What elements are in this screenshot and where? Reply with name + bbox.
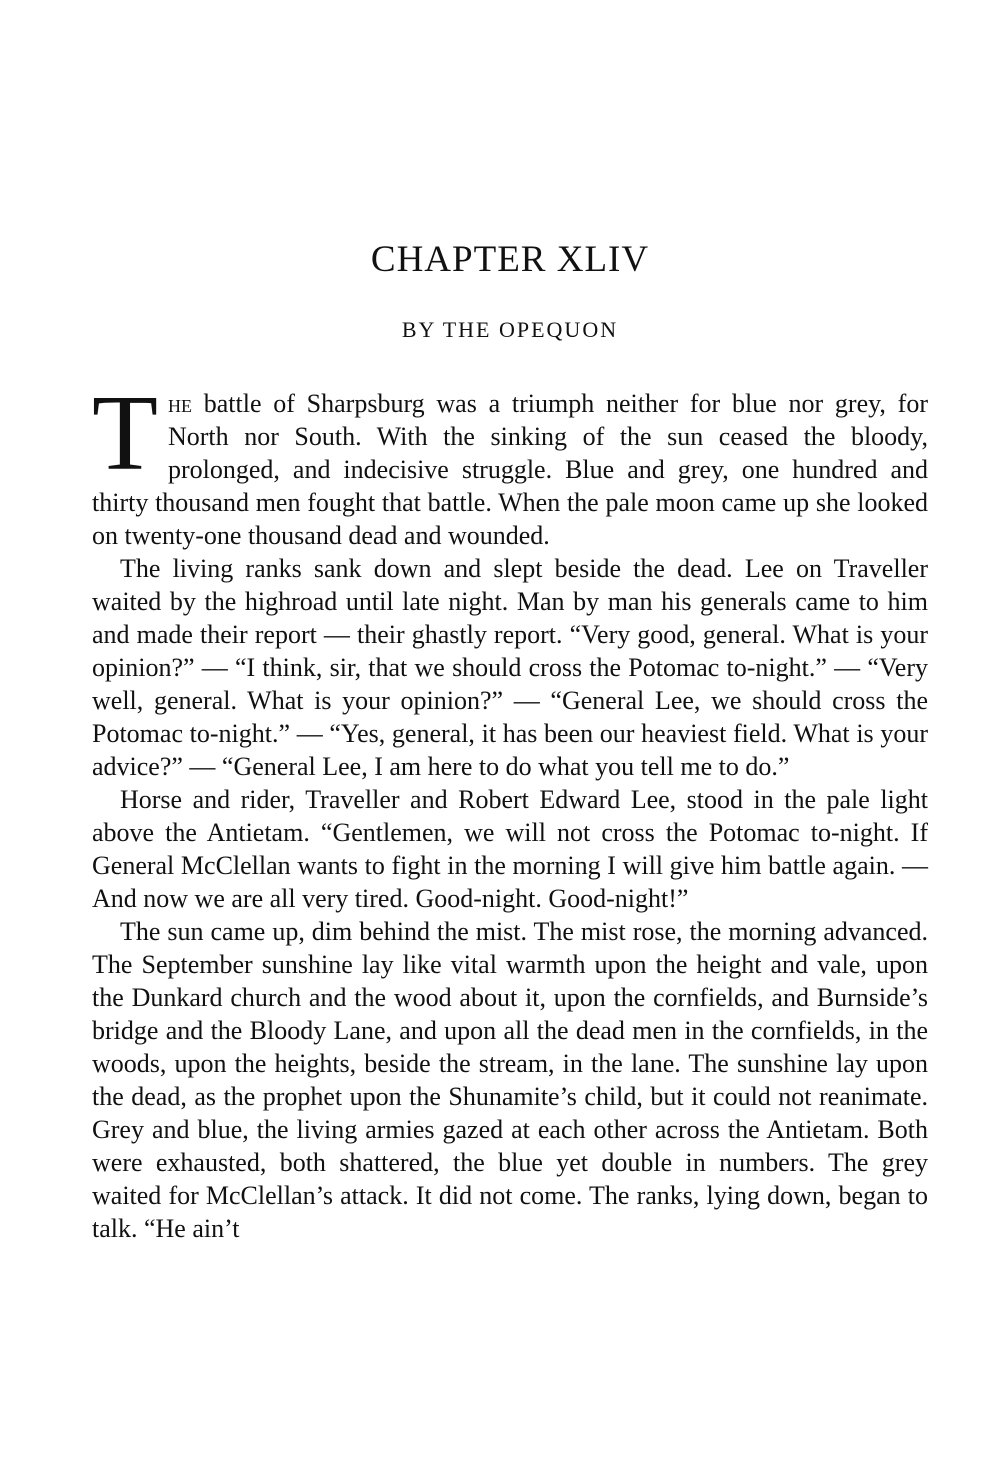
chapter-body (92, 374, 928, 1245)
drop-cap-continuation: he (167, 389, 192, 418)
paragraph-3: Horse and rider, Traveller and Robert Edward Lee, stood in the pale light above the Antietam. “Gentlemen, we will not cross the Potomac to-night. If General McClellan wants to fight in the morning I will give him battle again. — And now we are all very tired. Good-night. Good-night!” (92, 785, 928, 913)
paragraph-1-text: battle of Sharpsburg was a triumph neither for blue nor grey, for North nor South. With the sinking of the sun ceased the bloody, prolonged, and indecisive struggle. Blue and grey, one hundred and thirty thousand men fought that battle. When the pale moon came up she looked on twenty-one thousand dead and wounded. (92, 389, 928, 550)
paragraph-1 (92, 374, 928, 552)
chapter-subtitle: BY THE OPEQUON (401, 317, 619, 342)
paragraph-2: The living ranks sank down and slept beside the dead. Lee on Traveller waited by the highroad until late night. Man by man his generals came to him and made their report — their ghastly report. “Very good, general. What is your opinion?” — “I think, sir, that we should cross the Potomac to-night.” — “Very well, general. What is your opinion?” — “General Lee, we should cross the Potomac to-night.” — “Yes, general, it has been our heaviest field. What is your advice?” — “General Lee, I am here to do what you tell me to do.” (92, 554, 928, 781)
chapter-title: CHAPTER XLIV (370, 239, 650, 280)
drop-cap: T (92, 374, 158, 493)
paragraph-4: The sun came up, dim behind the mist. The mist rose, the morning advanced. The September sunshine lay like vital warmth upon the height and vale, upon the Dunkard church and the wood about it, upon the cornfields, and Burnside’s bridge and the Bloody Lane, and upon all the dead men in the cornfields, in the woods, upon the heights, beside the stream, in the lane. The sunshine lay upon the dead, as the prophet upon the Shunamite’s child, but it could not reanimate. Grey and blue, the living armies gazed at each other across the Antietam. Both were exhausted, both shattered, the blue yet double in numbers. The grey waited for McClellan’s attack. It did not come. The ranks, lying down, began to talk. “He ain’t (92, 917, 928, 1243)
